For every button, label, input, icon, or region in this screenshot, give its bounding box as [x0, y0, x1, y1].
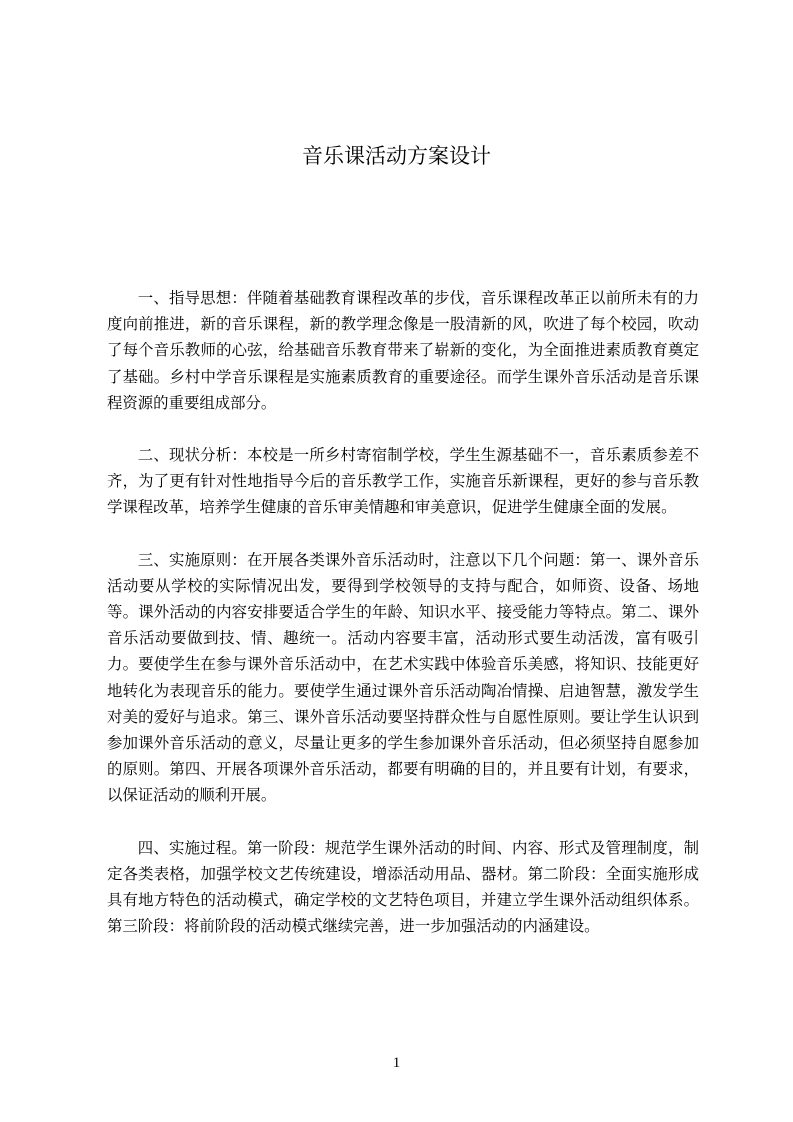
- document-title: 音乐课活动方案设计: [302, 144, 491, 168]
- document-body: [107, 285, 699, 965]
- paragraph-guiding-thought: 一、指导思想：伴随着基础教育课程改革的步伐，音乐课程改革正以前所未有的力度向前推进，新的音乐课程，新的教学理念像是一股清新的风，吹进了每个校园，吹动了每个音乐教师的心弦，给基础音乐教育带来了崭新的变化，为全面推进素质教育奠定了基础。乡村中学音乐课程是实施素质教育的重要途径。而学生课外音乐活动是音乐课程资源的重要组成部分。: [107, 289, 699, 412]
- page-number: 1: [392, 1055, 401, 1071]
- paragraph-implementation-process: 四、实施过程。第一阶段：规范学生课外活动的时间、内容、形式及管理制度，制定各类表格，加强学校文艺传统建设，增添活动用品、器材。第二阶段：全面实施形成具有地方特色的活动模式，确定学校的文艺特色项目，并建立学生课外活动组织体系。第三阶段：将前阶段的活动模式继续完善，进一步加强活动的内涵建设。: [107, 838, 699, 936]
- paragraph-implementation-principles: 三、实施原则：在开展各类课外音乐活动时，注意以下几个问题：第一、课外音乐活动要从学校的实际情况出发，要得到学校领导的支持与配合，如师资、设备、场地等。课外活动的内容安排要适合学生的年龄、知识水平、接受能力等特点。第二、课外音乐活动要做到技、情、趣统一。活动内容要丰富，活动形式要生动活泼，富有吸引力。要使学生在参与课外音乐活动中，在艺术实践中体验音乐美感，将知识、技能更好地转化为表现音乐的能力。要使学生通过课外音乐活动陶冶情操、启迪智慧，激发学生对美的爱好与追求。第三、课外音乐活动要坚持群众性与自愿性原则。要让学生认识到参加课外音乐活动的意义，尽量让更多的学生参加课外音乐活动，但必须坚持自愿参加的原则。第四、开展各项课外音乐活动，都要有明确的目的，并且要有计划，有要求，以保证活动的顺利开展。: [107, 550, 699, 805]
- paragraph-status-analysis: 二、现状分析：本校是一所乡村寄宿制学校，学生生源基础不一，音乐素质参差不齐，为了更有针对性地指导今后的音乐教学工作，实施音乐新课程，更好的参与音乐教学课程改革，培养学生健康的音乐审美情趣和审美意识，促进学生健康全面的发展。: [107, 446, 699, 517]
